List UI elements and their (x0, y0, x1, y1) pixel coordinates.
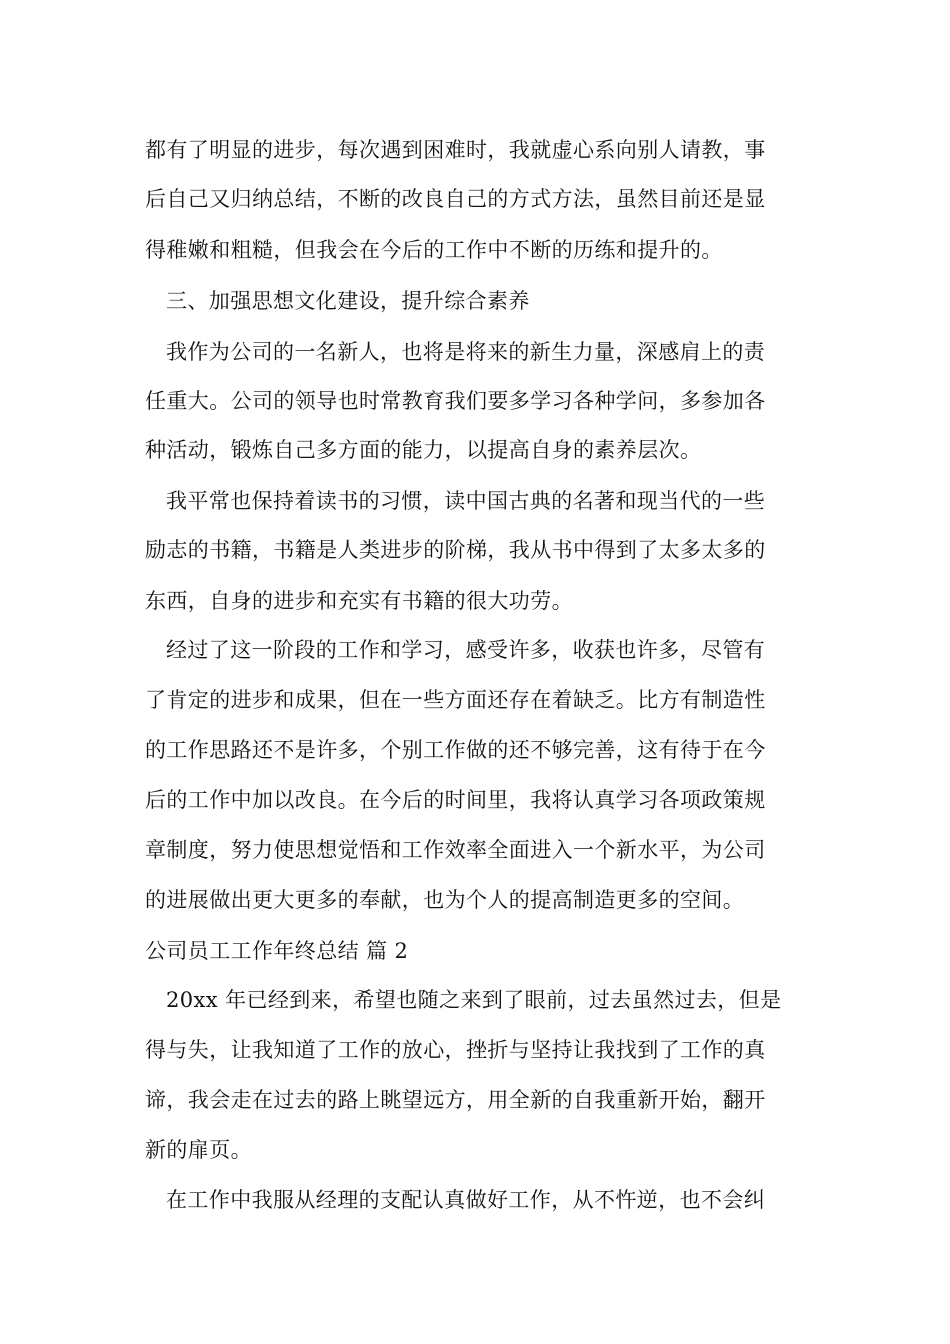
paragraph-line: 的工作思路还不是许多，个别工作做的还不够完善，这有待于在今 (145, 738, 766, 762)
paragraph-line: 的进展做出更大更多的奉献，也为个人的提高制造更多的空间。 (145, 888, 745, 912)
paragraph-line: 新的扉页。 (145, 1138, 252, 1162)
paragraph-line: 了肯定的进步和成果，但在一些方面还存在着缺乏。比方有制造性 (145, 688, 766, 712)
paragraph-line: 后自己又归纳总结，不断的改良自己的方式方法，虽然目前还是显 (145, 187, 766, 211)
paragraph-line: 在工作中我服从经理的支配认真做好工作，从不忤逆，也不会纠 (166, 1188, 766, 1212)
paragraph-line: 20xx 年已经到来，希望也随之来到了眼前，过去虽然过去，但是 (166, 988, 782, 1012)
paragraph-line: 谛，我会走在过去的路上眺望远方，用全新的自我重新开始，翻开 (145, 1088, 766, 1112)
paragraph-line: 经过了这一阶段的工作和学习，感受许多，收获也许多，尽管有 (166, 638, 766, 662)
paragraph-line: 得与失，让我知道了工作的放心，挫折与坚持让我找到了工作的真 (145, 1038, 766, 1062)
article-title: 公司员工工作年终总结 篇 2 (145, 939, 409, 963)
section-heading: 三、加强思想文化建设，提升综合素养 (166, 289, 530, 313)
paragraph-line: 东西，自身的进步和充实有书籍的很大功劳。 (145, 589, 573, 613)
paragraph-line: 得稚嫩和粗糙，但我会在今后的工作中不断的历练和提升的。 (145, 238, 723, 262)
paragraph-line: 后的工作中加以改良。在今后的时间里，我将认真学习各项政策规 (145, 788, 766, 812)
paragraph-line: 章制度，努力使思想觉悟和工作效率全面进入一个新水平，为公司 (145, 838, 766, 862)
paragraph-line: 都有了明显的进步，每次遇到困难时，我就虚心系向别人请教，事 (145, 138, 766, 162)
paragraph-line: 我作为公司的一名新人，也将是将来的新生力量，深感肩上的责 (166, 340, 766, 364)
paragraph-line: 励志的书籍，书籍是人类进步的阶梯，我从书中得到了太多太多的 (145, 538, 766, 562)
paragraph-line: 任重大。公司的领导也时常教育我们要多学习各种学问，多参加各 (145, 389, 766, 413)
paragraph-line: 种活动，锻炼自己多方面的能力，以提高自身的素养层次。 (145, 438, 702, 462)
paragraph-line: 我平常也保持着读书的习惯，读中国古典的名著和现当代的一些 (166, 489, 766, 513)
